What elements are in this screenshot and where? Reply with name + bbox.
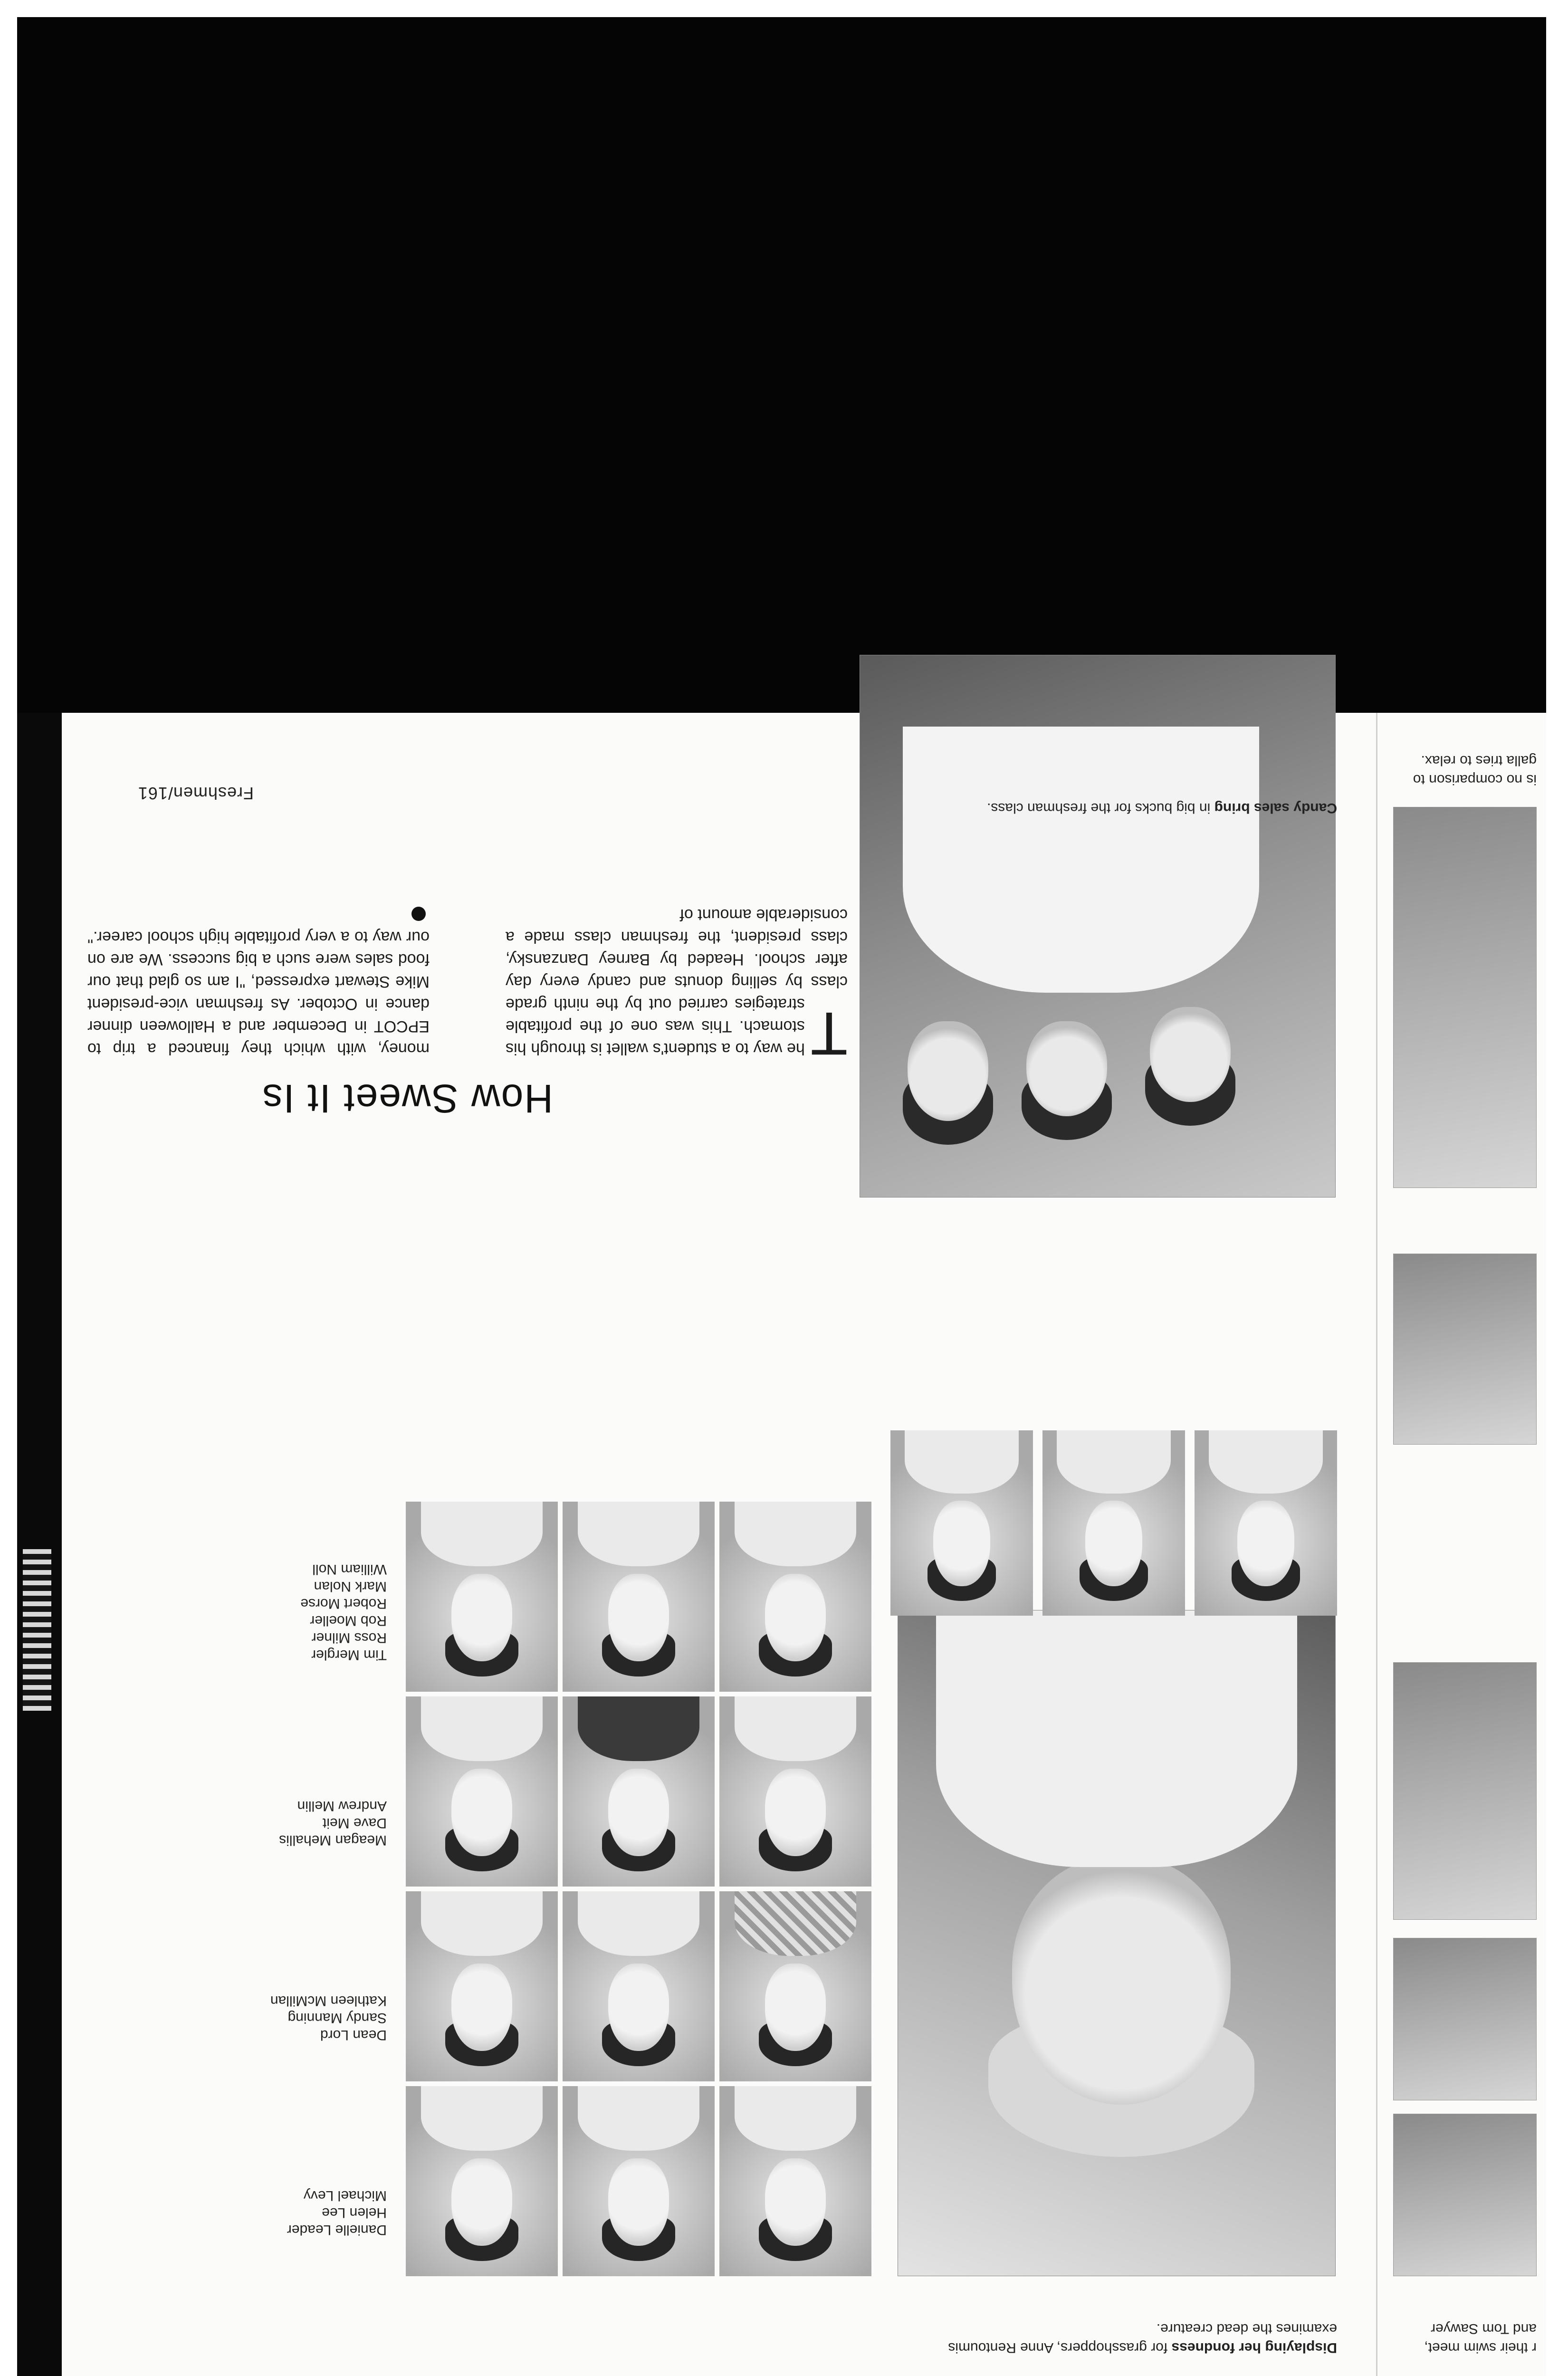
- adjacent-page-caption: [1385, 2319, 1537, 2357]
- yearbook-page: [62, 713, 1546, 2376]
- student-name: Michael Levy: [303, 2188, 387, 2204]
- body-text-1: he way to a student's wallet is through his stomach. This was one of the profitable strategies carried out by the ninth grade class by selling donuts and candy every day after school. Headed by Barney Danzansky, class president, the freshman class made a considerable amount of: [506, 906, 848, 1058]
- portrait: [719, 1696, 871, 1887]
- student-name: Meagan Mehallis: [279, 1832, 387, 1848]
- adjacent-page-photo: [1393, 2114, 1537, 2276]
- student-name: Robert Morse: [300, 1596, 387, 1611]
- body-text-2: money, with which they financed a trip to EPCOT in December and a Halloween dinner dance in October. As freshman vice-president Mike Stewart expressed, "I am so glad that our food sales were such a big success. We are on our way to a very profitable high school career.": [87, 928, 430, 1058]
- student-name: Andrew Mellin: [297, 1798, 387, 1814]
- portrait: [406, 1891, 558, 2081]
- portrait: [406, 1502, 558, 1692]
- portrait: [563, 1891, 715, 2081]
- drop-cap: T: [810, 999, 848, 1067]
- name-list-4: [300, 1561, 387, 1663]
- page-barcode: [23, 1549, 51, 1711]
- adjacent-page-caption: [1385, 751, 1537, 789]
- student-name: Danielle Leader: [287, 2222, 387, 2238]
- adjacent-caption-line: galla tries to relax.: [1421, 753, 1537, 768]
- portrait: [1195, 1430, 1337, 1616]
- name-list-2: [270, 1992, 387, 2043]
- student-name: Helen Lee: [322, 2205, 387, 2221]
- student-name: Mark Nolan: [314, 1579, 387, 1594]
- student-name: Ross Milner: [311, 1630, 387, 1646]
- adjacent-page-photo: [1393, 1662, 1537, 1920]
- student-name: Tim Mergler: [311, 1647, 387, 1663]
- portrait: [563, 1696, 715, 1887]
- candy-caption: [871, 798, 1337, 817]
- grasshopper-caption: [909, 2319, 1337, 2357]
- adjacent-page-photo: [1393, 1938, 1537, 2100]
- portrait: [563, 2086, 715, 2276]
- portrait: [1042, 1430, 1185, 1616]
- name-list-1: [287, 2187, 387, 2238]
- portrait: [563, 1502, 715, 1692]
- grasshopper-caption-text: for grasshoppers, Anne Rentoumis examines the dead creature.: [948, 2321, 1337, 2356]
- portrait: [406, 2086, 558, 2276]
- page-fold: [1376, 713, 1377, 2376]
- portrait: [406, 1696, 558, 1887]
- adjacent-page-photo: [1393, 807, 1537, 1188]
- portrait: [719, 1502, 871, 1692]
- student-name: Rob Moeller: [310, 1613, 387, 1629]
- portrait: [719, 1891, 871, 2081]
- student-name: Kathleen McMillan: [270, 1993, 387, 2009]
- adjacent-caption-line: and Tom Sawyer: [1431, 2321, 1537, 2337]
- body-column-2: [87, 903, 430, 1060]
- adjacent-page-photo: [1393, 1254, 1537, 1445]
- adjacent-caption-line: r their swim meet,: [1424, 2340, 1537, 2356]
- grasshopper-photo: [898, 1610, 1336, 2276]
- student-name: Dean Lord: [320, 2027, 387, 2043]
- grasshopper-caption-lead: Displaying her fondness: [1171, 2340, 1337, 2356]
- candy-sales-photo: [860, 655, 1336, 1198]
- page-headline: How Sweet It Is: [261, 1076, 553, 1121]
- portrait: [719, 2086, 871, 2276]
- name-list-3: [279, 1797, 387, 1849]
- adjacent-caption-line: is no comparison to: [1413, 772, 1537, 787]
- student-name: Sandy Manning: [287, 2010, 387, 2026]
- portrait: [890, 1430, 1033, 1616]
- candy-caption-text: in big bucks for the freshman class.: [987, 800, 1214, 816]
- candy-caption-lead: Candy sales bring: [1214, 800, 1337, 816]
- page-folio: Freshmen/161: [137, 784, 254, 803]
- end-mark-icon: [411, 907, 426, 921]
- student-name: William Noll: [312, 1562, 387, 1577]
- student-name: Dave Meit: [322, 1815, 387, 1831]
- body-column-1: [506, 903, 848, 1067]
- scanner-background: [17, 17, 1546, 730]
